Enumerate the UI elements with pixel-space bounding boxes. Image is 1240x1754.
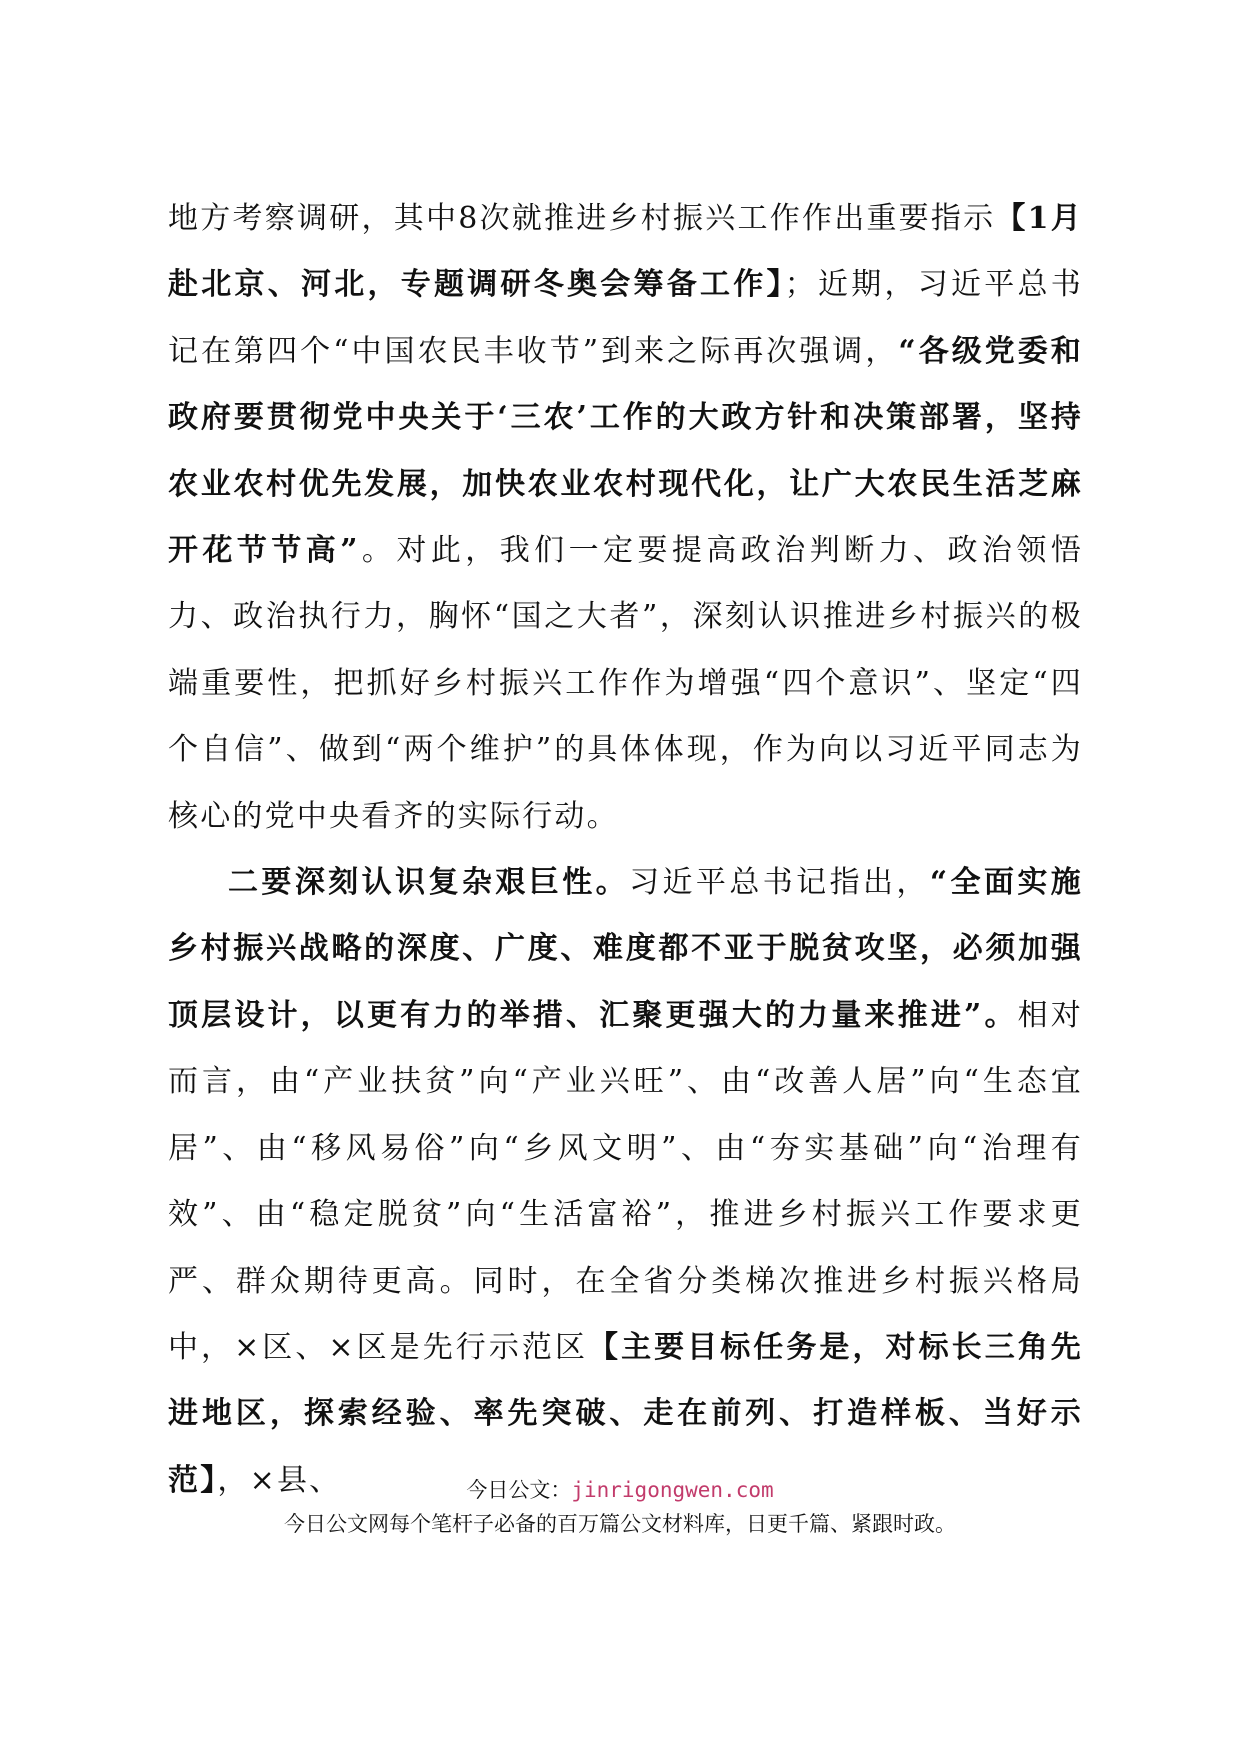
paragraph-1-text-2: ；近期，习近平总书记在第四个“中国农民丰收节”到来之际再次强调，	[168, 267, 1083, 369]
footer-slogan: 今日公文网每个笔杆子必备的百万篇公文材料库，日更千篇、紧跟时政。	[284, 1512, 956, 1536]
footer-site-label: 今日公文：	[466, 1478, 572, 1502]
paragraph-2-bold-note: 【主要目标任务是，对标长三角先进地区，探索经验、率先突破、走在前列、打造样板、当好示范】	[168, 1329, 1084, 1498]
footer-site-link[interactable]: jinrigongwen.com	[571, 1478, 774, 1502]
paragraph-2-text-1: 习近平总书记指出，	[629, 865, 930, 901]
paragraph-1	[168, 186, 1083, 850]
paragraph-2-bold-quote: “全面实施乡村振兴战略的深度、广度、难度都不亚于脱贫攻坚，必须加强顶层设计，以更有力的举措、汇聚更强大的力量来推进”。	[168, 865, 1083, 1033]
paragraph-2-heading: 二要深刻认识复杂艰巨性。	[228, 865, 630, 901]
paragraph-1-text-3: 。对此，我们一定要提高政治判断力、政治领悟力、政治执行力，胸怀“国之大者”，深刻认识推进乡村振兴的极端重要性，把抓好乡村振兴工作作为增强“四个意识”、坚定“四个自信”、做到“两个维护”的具体体现，作为向以习近平同志为核心的党中央看齐的实际行动。	[168, 533, 1083, 834]
paragraph-2-text-3: ，×县、	[217, 1462, 342, 1498]
footer-site-line	[0, 1474, 1240, 1504]
paragraph-1-bold-quote: “各级党委和政府要贯彻党中央关于‘三农’工作的大政方针和决策部署，坚持农业农村优先发展，加快农业农村现代化，让广大农民生活芝麻开花节节高”	[168, 333, 1083, 569]
paragraph-2	[168, 850, 1083, 1514]
document-body	[168, 186, 1083, 1514]
paragraph-1-text-1: 地方考察调研，其中8次就推进乡村振兴工作作出重要指示	[168, 201, 996, 236]
paragraph-1-bold-note: 【1月赴北京、河北，专题调研冬奥会筹备工作】	[168, 201, 1083, 303]
paragraph-2-text-2: 相对而言，由“产业扶贫”向“产业兴旺”、由“改善人居”向“生态宜居”、由“移风易俗”向“乡风文明”、由“夯实基础”向“治理有效”、由“稳定脱贫”向“生活富裕”，推进乡村振兴工作要求更严、群众期待更高。同时，在全省分类梯次推进乡村振兴格局中，×区、×区是先行示范区	[168, 997, 1083, 1365]
